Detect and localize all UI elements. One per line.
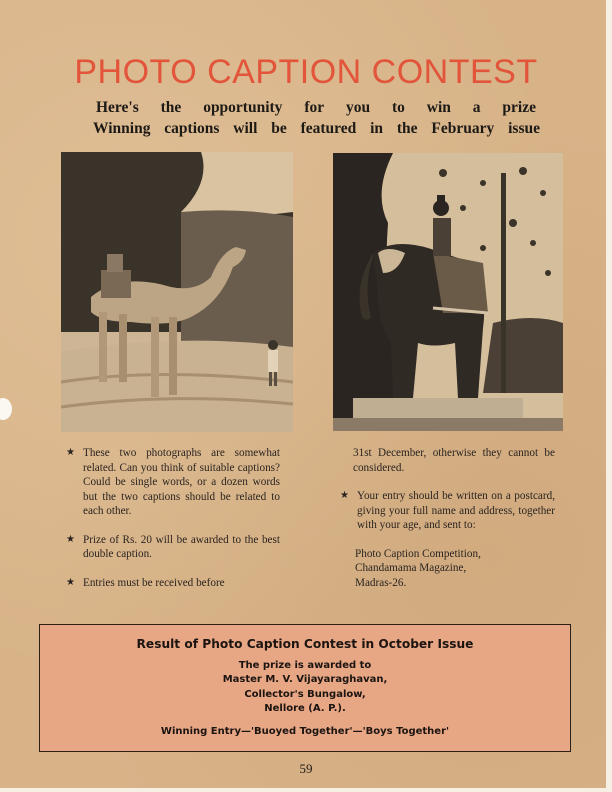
rule-item <box>340 489 555 533</box>
subtitle-line-2 <box>93 120 540 138</box>
subtitle-word: be <box>271 120 287 137</box>
subtitle-word: you <box>345 99 371 116</box>
subtitle-word: for <box>304 99 325 116</box>
page-edge <box>606 0 612 792</box>
subtitle-word: to <box>391 99 405 116</box>
result-line: The prize is awarded to <box>238 660 372 671</box>
winner-name: Master M. V. Vijayaraghavan, <box>222 674 388 686</box>
elephant-photo <box>333 153 563 431</box>
subtitle-word: in <box>370 120 384 137</box>
rule-text: Prize of Rs. 20 will be awarded to the best double caption. <box>83 533 280 560</box>
rule-text: Your entry should be written on a postcard, giving your full name and address, together with your age, and sent to: <box>357 490 555 531</box>
result-title: Result of Photo Caption Contest in October Issue <box>136 637 474 651</box>
subtitle-word: February <box>431 120 495 137</box>
winning-entry: Winning Entry—'Buoyed Together'—'Boys Together' <box>160 726 450 738</box>
winner-address: Collector's Bungalow, <box>244 688 366 700</box>
address-line: Chandamama Magazine, <box>355 562 467 574</box>
star-bullet-icon: ★ <box>66 533 75 545</box>
rule-text: These two photographs are somewhat related. Can you think of suitable captions? Could be single words, or a dozen words but the two captions should be related to each other. <box>83 447 280 517</box>
rule-item <box>66 576 280 591</box>
subtitle-word: prize <box>502 99 536 116</box>
subtitle-word: win <box>426 99 451 116</box>
rules-left-column <box>66 446 280 590</box>
star-bullet-icon: ★ <box>340 490 349 501</box>
page-title: PHOTO CAPTION CONTEST <box>74 52 538 91</box>
rules-right-column <box>340 446 555 590</box>
result-box <box>39 624 571 752</box>
subtitle-word: the <box>396 120 418 137</box>
winner-city: Nellore (A. P.). <box>264 702 346 714</box>
address-line: Madras-26. <box>355 576 407 589</box>
subtitle-word: Winning <box>93 120 151 137</box>
subtitle-word: opportunity <box>203 99 283 116</box>
subtitle-word: issue <box>508 120 540 137</box>
rule-item <box>66 446 280 519</box>
star-bullet-icon: ★ <box>66 576 75 588</box>
page-edge <box>0 788 612 792</box>
camel-photo <box>61 152 293 432</box>
mailing-address <box>353 547 555 591</box>
camel-photo-icon <box>61 152 293 432</box>
elephant-photo-icon <box>333 153 563 431</box>
subtitle-word: will <box>233 120 258 137</box>
address-line: Photo Caption Competition, <box>355 547 481 560</box>
star-bullet-icon: ★ <box>66 447 75 458</box>
subtitle-word: the <box>160 99 182 116</box>
winner-details <box>40 659 570 716</box>
subtitle-word: featured <box>300 120 357 137</box>
subtitle-word: captions <box>164 120 220 137</box>
subtitle-line-1 <box>96 99 536 117</box>
rule-continuation: 31st December, otherwise they cannot be considered. <box>353 447 555 474</box>
punch-hole <box>0 398 12 420</box>
subtitle-word: a <box>472 99 481 116</box>
rule-item <box>66 533 280 562</box>
subtitle-word: Here's <box>96 99 139 116</box>
page-number: 59 <box>299 761 313 776</box>
rule-text: Entries must be received before <box>83 576 225 589</box>
